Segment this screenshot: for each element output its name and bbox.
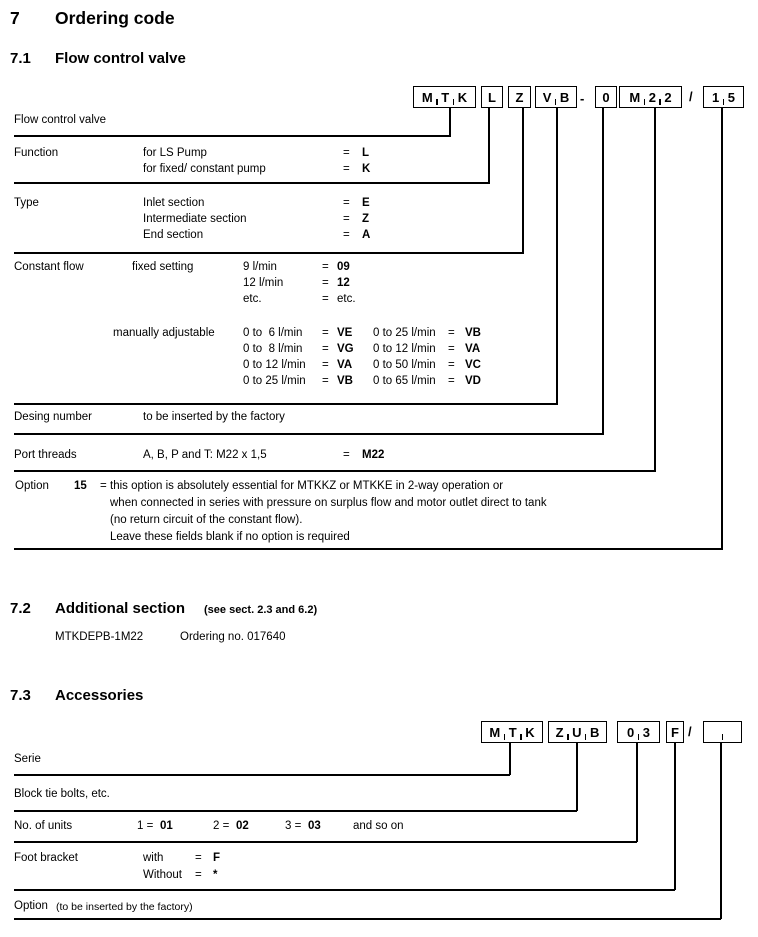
flow-value: 12 l/min <box>243 277 284 289</box>
units-item: 3 = <box>285 820 302 832</box>
flow-value: etc. <box>243 293 262 305</box>
equals-sign: = <box>322 277 329 289</box>
equals-sign: = <box>343 449 350 461</box>
flow-value: 0 to 12 l/min <box>243 359 306 371</box>
code-char: F <box>671 724 679 740</box>
foot-item: Without <box>143 869 182 881</box>
additional-section-model: MTKDEPB-1M22 <box>55 631 144 643</box>
equals-sign: = <box>448 343 455 355</box>
code1-box-port-threads <box>619 86 682 108</box>
code1-dash: - <box>580 91 585 106</box>
code-char: T <box>441 89 450 105</box>
rule-port-threads <box>14 470 656 472</box>
row-block-label: Block tie bolts, etc. <box>14 788 110 800</box>
function-code: L <box>362 147 370 159</box>
code2-box-serie <box>481 721 543 743</box>
connector-v-option2 <box>720 742 722 919</box>
rule-option <box>14 548 723 550</box>
equals-sign: = <box>195 852 202 864</box>
code-char: Z <box>555 724 564 740</box>
option-text-line: (no return circuit of the constant flow). <box>110 514 303 526</box>
function-item: for fixed/ constant pump <box>143 163 266 175</box>
code-char: Z <box>515 89 524 105</box>
additional-section-order-no: Ordering no. 017640 <box>180 631 286 643</box>
connector-v-units <box>636 742 638 842</box>
code-char: B <box>589 724 600 740</box>
fixed-setting-label: fixed setting <box>132 261 194 273</box>
flow-value: 0 to 8 l/min <box>243 343 303 355</box>
connector-v-type <box>522 107 524 254</box>
flow-code: VG <box>337 343 354 355</box>
code-char: 3 <box>642 724 650 740</box>
flow-value: 9 l/min <box>243 261 277 273</box>
type-code: A <box>362 229 371 241</box>
section-73-number: 7.3 <box>10 687 31 704</box>
code-char: M <box>421 89 433 105</box>
code-char: 0 <box>602 89 610 105</box>
flow-code: VA <box>337 359 353 371</box>
equals-sign: = <box>448 327 455 339</box>
type-code: Z <box>362 213 370 225</box>
port-threads-code: M22 <box>362 449 385 461</box>
rule-function <box>14 182 490 184</box>
equals-sign: = <box>448 375 455 387</box>
rule-desing-number <box>14 433 604 435</box>
connector-v-foot-bracket <box>674 742 676 890</box>
row-flow-label: Flow control valve <box>14 114 107 126</box>
flow-value: 0 to 6 l/min <box>243 327 303 339</box>
code2-slash: / <box>688 724 692 739</box>
connector-v-option <box>721 107 723 550</box>
row-type-label: Type <box>14 197 39 209</box>
flow-value: 0 to 25 l/min <box>243 375 306 387</box>
section-7-number: 7 <box>10 8 20 28</box>
code-char: 0 <box>627 724 635 740</box>
code1-box-option <box>703 86 744 108</box>
equals-sign: = <box>322 375 329 387</box>
equals-sign: = <box>448 359 455 371</box>
code-char: 2 <box>664 89 672 105</box>
units-code: 02 <box>236 820 249 832</box>
code1-box-type <box>508 86 531 108</box>
section-7-title: Ordering code <box>55 8 175 28</box>
flow-code: 12 <box>337 277 350 289</box>
foot-item: with <box>143 852 164 864</box>
section-72-title: Additional section <box>55 600 186 617</box>
option-text-line: this option is absolutely essential for MTKKZ or MTKKE in 2-way operation or <box>110 480 504 492</box>
equals-sign: = <box>322 293 329 305</box>
foot-code: F <box>213 852 221 864</box>
section-72-number: 7.2 <box>10 600 31 617</box>
type-code: E <box>362 197 370 209</box>
flow-code: etc. <box>337 293 356 305</box>
code2-box-option-empty <box>703 721 742 743</box>
code-char: T <box>508 724 517 740</box>
code1-box-series <box>413 86 476 108</box>
type-item: Intermediate section <box>143 213 247 225</box>
option-text-line: when connected in series with pressure on surplus flow and motor outlet direct to tank <box>110 497 547 509</box>
code-char: V <box>542 89 552 105</box>
section-71-title: Flow control valve <box>55 50 186 67</box>
option-code: 15 <box>74 480 87 492</box>
code2-box-foot-bracket <box>666 721 684 743</box>
flow-code: VB <box>337 375 353 387</box>
flow-value: 0 to 50 l/min <box>373 359 436 371</box>
equals-sign: = <box>195 869 202 881</box>
row-option2-label: Option <box>14 900 48 912</box>
row-desing-number-label: Desing number <box>14 411 92 423</box>
section-73-title: Accessories <box>55 687 144 704</box>
flow-code: VB <box>465 327 481 339</box>
rule-type <box>14 252 524 254</box>
connector-v-serie <box>509 742 511 775</box>
flow-code: VC <box>465 359 481 371</box>
desing-number-text: to be inserted by the factory <box>143 411 285 423</box>
row-function-label: Function <box>14 147 59 159</box>
units-code: 03 <box>308 820 321 832</box>
flow-value: 0 to 65 l/min <box>373 375 436 387</box>
equals-sign: = <box>100 480 107 492</box>
connector-v-constant-flow <box>556 107 558 405</box>
rule-flow-control-valve <box>14 135 451 137</box>
flow-code: VA <box>465 343 481 355</box>
row-option-label: Option <box>15 480 49 492</box>
section-72-note: (see sect. 2.3 and 6.2) <box>204 604 318 616</box>
units-item: 2 = <box>213 820 230 832</box>
flow-code: VE <box>337 327 353 339</box>
connector-v-series <box>449 107 451 136</box>
row-foot-bracket-label: Foot bracket <box>14 852 78 864</box>
rule-constant-flow <box>14 403 558 405</box>
connector-v-port-threads <box>654 107 656 472</box>
function-item: for LS Pump <box>143 147 207 159</box>
code-char: L <box>488 89 496 105</box>
code2-box-units <box>617 721 660 743</box>
connector-v-block <box>576 742 578 811</box>
code-char: 1 <box>712 89 720 105</box>
option2-note: (to be inserted by the factory) <box>56 901 193 913</box>
char-tick <box>722 734 724 740</box>
code-char: K <box>457 89 468 105</box>
equals-sign: = <box>322 261 329 273</box>
connector-v-design-number <box>602 107 604 435</box>
equals-sign: = <box>343 229 350 241</box>
row-constant-flow-label: Constant flow <box>14 261 84 273</box>
code1-box-design-number <box>595 86 617 108</box>
code-char: 5 <box>727 89 735 105</box>
rule-units <box>14 841 637 843</box>
flow-code: 09 <box>337 261 350 273</box>
function-code: K <box>362 163 371 175</box>
section-71-number: 7.1 <box>10 50 31 67</box>
equals-sign: = <box>343 147 350 159</box>
equals-sign: = <box>343 197 350 209</box>
row-port-threads-label: Port threads <box>14 449 77 461</box>
code1-box-constant-flow <box>535 86 577 108</box>
code-char: M <box>489 724 501 740</box>
row-units-label: No. of units <box>14 820 73 832</box>
row-serie-label: Serie <box>14 753 41 765</box>
equals-sign: = <box>322 359 329 371</box>
type-item: End section <box>143 229 204 241</box>
rule-foot-bracket <box>14 889 675 891</box>
equals-sign: = <box>343 213 350 225</box>
code2-box-block <box>548 721 607 743</box>
flow-value: 0 to 25 l/min <box>373 327 436 339</box>
type-item: Inlet section <box>143 197 205 209</box>
manually-adjustable-label: manually adjustable <box>113 327 215 339</box>
flow-value: 0 to 12 l/min <box>373 343 436 355</box>
code-char: M <box>629 89 641 105</box>
units-code: 01 <box>160 820 173 832</box>
equals-sign: = <box>322 343 329 355</box>
code1-slash: / <box>689 89 693 104</box>
rule-block <box>14 810 577 812</box>
units-more: and so on <box>353 820 404 832</box>
equals-sign: = <box>322 327 329 339</box>
code-char: K <box>525 724 535 740</box>
code-char: U <box>572 724 582 740</box>
code1-box-function <box>481 86 503 108</box>
port-threads-text: A, B, P and T: M22 x 1,5 <box>143 449 267 461</box>
rule-serie <box>14 774 510 776</box>
equals-sign: = <box>343 163 350 175</box>
units-item: 1 = <box>137 820 154 832</box>
option-text-line: Leave these fields blank if no option is required <box>110 531 350 543</box>
rule-option2 <box>14 918 721 920</box>
flow-code: VD <box>465 375 481 387</box>
code-char: 2 <box>648 89 656 105</box>
connector-v-function <box>488 107 490 184</box>
code-char: B <box>559 89 570 105</box>
foot-code: * <box>213 869 218 881</box>
